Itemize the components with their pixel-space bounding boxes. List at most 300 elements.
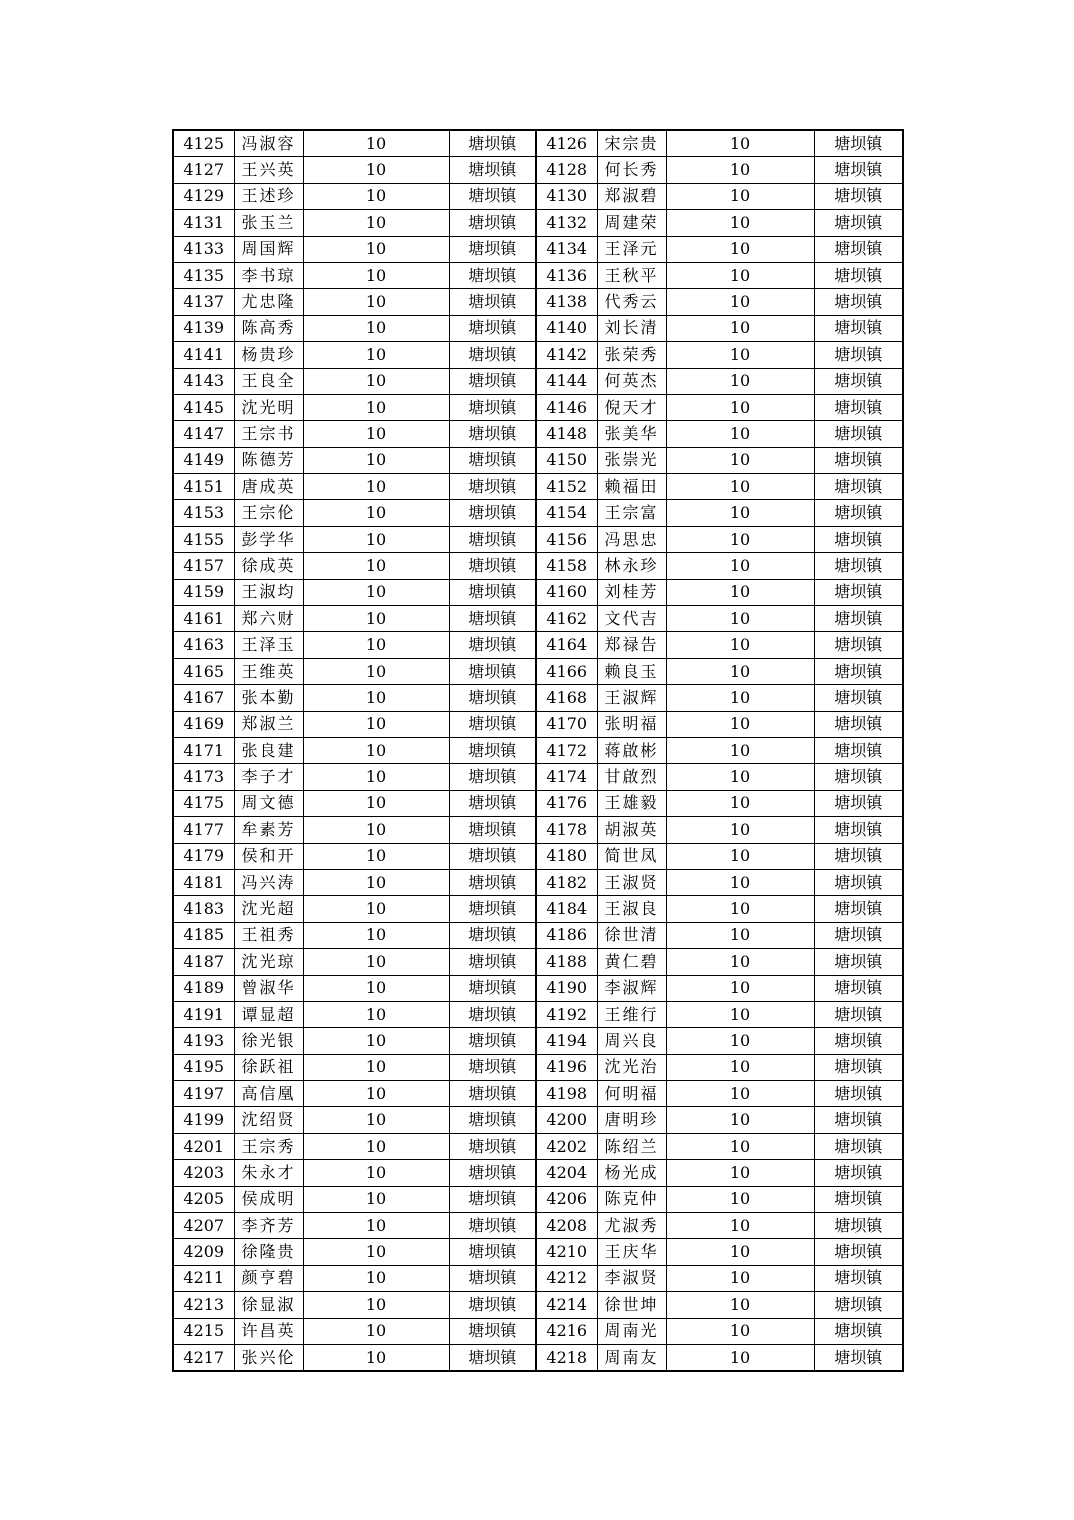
table-row (173, 579, 903, 605)
left-record-number-cell: 4133 (173, 236, 234, 262)
left-person-name-cell: 张良建 (234, 737, 303, 763)
table-row (173, 949, 903, 975)
right-amount-cell: 10 (666, 869, 814, 895)
left-record-number-cell: 4125 (173, 130, 234, 157)
right-person-name-cell: 赖良玉 (597, 658, 666, 684)
left-record-number-cell: 4183 (173, 896, 234, 922)
right-amount-cell: 10 (666, 764, 814, 790)
right-record-number-cell: 4126 (536, 130, 597, 157)
table-row (173, 236, 903, 262)
table-row (173, 210, 903, 236)
left-record-number-cell: 4155 (173, 526, 234, 552)
left-township-cell: 塘坝镇 (449, 1213, 536, 1239)
table-row (173, 368, 903, 394)
right-township-cell: 塘坝镇 (814, 869, 903, 895)
right-amount-cell: 10 (666, 421, 814, 447)
left-township-cell: 塘坝镇 (449, 737, 536, 763)
right-township-cell: 塘坝镇 (814, 1054, 903, 1080)
left-amount-cell: 10 (303, 553, 449, 579)
roster-table-body (173, 130, 903, 1371)
left-record-number-cell: 4207 (173, 1213, 234, 1239)
right-amount-cell: 10 (666, 843, 814, 869)
left-person-name-cell: 牟素芳 (234, 817, 303, 843)
right-person-name-cell: 周兴良 (597, 1028, 666, 1054)
right-amount-cell: 10 (666, 315, 814, 341)
left-person-name-cell: 王宗伦 (234, 500, 303, 526)
right-township-cell: 塘坝镇 (814, 1318, 903, 1344)
left-record-number-cell: 4165 (173, 658, 234, 684)
left-person-name-cell: 唐成英 (234, 474, 303, 500)
left-amount-cell: 10 (303, 289, 449, 315)
left-township-cell: 塘坝镇 (449, 421, 536, 447)
right-township-cell: 塘坝镇 (814, 289, 903, 315)
right-record-number-cell: 4178 (536, 817, 597, 843)
right-person-name-cell: 冯思忠 (597, 526, 666, 552)
left-township-cell: 塘坝镇 (449, 685, 536, 711)
right-township-cell: 塘坝镇 (814, 896, 903, 922)
table-row (173, 817, 903, 843)
left-record-number-cell: 4187 (173, 949, 234, 975)
left-record-number-cell: 4161 (173, 606, 234, 632)
right-amount-cell: 10 (666, 289, 814, 315)
right-township-cell: 塘坝镇 (814, 447, 903, 473)
left-person-name-cell: 侯成明 (234, 1186, 303, 1212)
right-person-name-cell: 张明福 (597, 711, 666, 737)
right-record-number-cell: 4208 (536, 1213, 597, 1239)
left-record-number-cell: 4141 (173, 342, 234, 368)
right-amount-cell: 10 (666, 394, 814, 420)
right-person-name-cell: 倪天才 (597, 394, 666, 420)
left-record-number-cell: 4213 (173, 1292, 234, 1318)
left-amount-cell: 10 (303, 975, 449, 1001)
right-person-name-cell: 郑淑碧 (597, 183, 666, 209)
left-amount-cell: 10 (303, 500, 449, 526)
left-amount-cell: 10 (303, 368, 449, 394)
right-amount-cell: 10 (666, 236, 814, 262)
right-record-number-cell: 4200 (536, 1107, 597, 1133)
right-township-cell: 塘坝镇 (814, 1107, 903, 1133)
left-amount-cell: 10 (303, 183, 449, 209)
table-row (173, 421, 903, 447)
left-person-name-cell: 周文德 (234, 790, 303, 816)
right-record-number-cell: 4194 (536, 1028, 597, 1054)
left-record-number-cell: 4153 (173, 500, 234, 526)
table-row (173, 1028, 903, 1054)
left-amount-cell: 10 (303, 711, 449, 737)
right-record-number-cell: 4172 (536, 737, 597, 763)
left-person-name-cell: 冯兴涛 (234, 869, 303, 895)
left-township-cell: 塘坝镇 (449, 236, 536, 262)
right-township-cell: 塘坝镇 (814, 1344, 903, 1371)
right-township-cell: 塘坝镇 (814, 236, 903, 262)
left-record-number-cell: 4203 (173, 1160, 234, 1186)
right-record-number-cell: 4160 (536, 579, 597, 605)
right-township-cell: 塘坝镇 (814, 553, 903, 579)
left-amount-cell: 10 (303, 1001, 449, 1027)
left-record-number-cell: 4193 (173, 1028, 234, 1054)
right-person-name-cell: 李淑辉 (597, 975, 666, 1001)
left-amount-cell: 10 (303, 1186, 449, 1212)
right-record-number-cell: 4150 (536, 447, 597, 473)
right-person-name-cell: 陈绍兰 (597, 1133, 666, 1159)
left-record-number-cell: 4191 (173, 1001, 234, 1027)
right-township-cell: 塘坝镇 (814, 368, 903, 394)
left-amount-cell: 10 (303, 1344, 449, 1371)
right-township-cell: 塘坝镇 (814, 579, 903, 605)
right-person-name-cell: 王宗富 (597, 500, 666, 526)
left-amount-cell: 10 (303, 817, 449, 843)
right-person-name-cell: 王庆华 (597, 1239, 666, 1265)
right-record-number-cell: 4218 (536, 1344, 597, 1371)
left-person-name-cell: 王泽玉 (234, 632, 303, 658)
right-person-name-cell: 甘啟烈 (597, 764, 666, 790)
right-record-number-cell: 4130 (536, 183, 597, 209)
left-person-name-cell: 高信凰 (234, 1081, 303, 1107)
left-person-name-cell: 杨贵珍 (234, 342, 303, 368)
table-row (173, 289, 903, 315)
left-record-number-cell: 4159 (173, 579, 234, 605)
right-township-cell: 塘坝镇 (814, 737, 903, 763)
left-person-name-cell: 郑六财 (234, 606, 303, 632)
right-township-cell: 塘坝镇 (814, 949, 903, 975)
right-amount-cell: 10 (666, 368, 814, 394)
left-township-cell: 塘坝镇 (449, 447, 536, 473)
table-row (173, 843, 903, 869)
left-amount-cell: 10 (303, 262, 449, 288)
table-row (173, 526, 903, 552)
right-township-cell: 塘坝镇 (814, 210, 903, 236)
left-amount-cell: 10 (303, 1081, 449, 1107)
left-record-number-cell: 4137 (173, 289, 234, 315)
table-row (173, 1107, 903, 1133)
left-township-cell: 塘坝镇 (449, 1107, 536, 1133)
table-row (173, 1239, 903, 1265)
right-amount-cell: 10 (666, 737, 814, 763)
right-township-cell: 塘坝镇 (814, 526, 903, 552)
left-record-number-cell: 4149 (173, 447, 234, 473)
right-record-number-cell: 4136 (536, 262, 597, 288)
right-person-name-cell: 代秀云 (597, 289, 666, 315)
right-township-cell: 塘坝镇 (814, 1133, 903, 1159)
right-amount-cell: 10 (666, 1081, 814, 1107)
right-township-cell: 塘坝镇 (814, 922, 903, 948)
right-amount-cell: 10 (666, 949, 814, 975)
left-amount-cell: 10 (303, 1239, 449, 1265)
left-record-number-cell: 4185 (173, 922, 234, 948)
right-person-name-cell: 王维行 (597, 1001, 666, 1027)
table-row (173, 394, 903, 420)
left-township-cell: 塘坝镇 (449, 1028, 536, 1054)
right-amount-cell: 10 (666, 157, 814, 183)
left-township-cell: 塘坝镇 (449, 790, 536, 816)
left-record-number-cell: 4145 (173, 394, 234, 420)
right-township-cell: 塘坝镇 (814, 1160, 903, 1186)
left-township-cell: 塘坝镇 (449, 1160, 536, 1186)
left-record-number-cell: 4135 (173, 262, 234, 288)
left-record-number-cell: 4143 (173, 368, 234, 394)
table-row (173, 1213, 903, 1239)
right-amount-cell: 10 (666, 1213, 814, 1239)
left-township-cell: 塘坝镇 (449, 183, 536, 209)
right-record-number-cell: 4134 (536, 236, 597, 262)
right-person-name-cell: 宋宗贵 (597, 130, 666, 157)
right-record-number-cell: 4180 (536, 843, 597, 869)
left-record-number-cell: 4147 (173, 421, 234, 447)
right-record-number-cell: 4158 (536, 553, 597, 579)
right-person-name-cell: 王淑良 (597, 896, 666, 922)
table-row (173, 447, 903, 473)
left-amount-cell: 10 (303, 869, 449, 895)
table-row (173, 764, 903, 790)
left-township-cell: 塘坝镇 (449, 1265, 536, 1291)
right-person-name-cell: 沈光治 (597, 1054, 666, 1080)
table-row (173, 1133, 903, 1159)
left-person-name-cell: 李子才 (234, 764, 303, 790)
left-township-cell: 塘坝镇 (449, 157, 536, 183)
left-person-name-cell: 张本勤 (234, 685, 303, 711)
right-township-cell: 塘坝镇 (814, 632, 903, 658)
left-amount-cell: 10 (303, 1107, 449, 1133)
left-record-number-cell: 4151 (173, 474, 234, 500)
table-row (173, 1186, 903, 1212)
right-township-cell: 塘坝镇 (814, 500, 903, 526)
left-person-name-cell: 陈高秀 (234, 315, 303, 341)
right-person-name-cell: 王秋平 (597, 262, 666, 288)
left-record-number-cell: 4215 (173, 1318, 234, 1344)
right-record-number-cell: 4196 (536, 1054, 597, 1080)
right-township-cell: 塘坝镇 (814, 843, 903, 869)
right-person-name-cell: 王淑贤 (597, 869, 666, 895)
right-amount-cell: 10 (666, 1186, 814, 1212)
table-row (173, 130, 903, 157)
left-record-number-cell: 4173 (173, 764, 234, 790)
left-record-number-cell: 4129 (173, 183, 234, 209)
left-township-cell: 塘坝镇 (449, 579, 536, 605)
right-record-number-cell: 4198 (536, 1081, 597, 1107)
table-row (173, 869, 903, 895)
left-amount-cell: 10 (303, 447, 449, 473)
left-township-cell: 塘坝镇 (449, 975, 536, 1001)
table-row (173, 1265, 903, 1291)
left-township-cell: 塘坝镇 (449, 474, 536, 500)
table-row (173, 685, 903, 711)
right-amount-cell: 10 (666, 500, 814, 526)
table-row (173, 157, 903, 183)
left-township-cell: 塘坝镇 (449, 210, 536, 236)
left-township-cell: 塘坝镇 (449, 817, 536, 843)
table-row (173, 1160, 903, 1186)
left-record-number-cell: 4171 (173, 737, 234, 763)
left-amount-cell: 10 (303, 315, 449, 341)
right-township-cell: 塘坝镇 (814, 790, 903, 816)
right-township-cell: 塘坝镇 (814, 606, 903, 632)
right-amount-cell: 10 (666, 526, 814, 552)
right-person-name-cell: 张荣秀 (597, 342, 666, 368)
right-person-name-cell: 李淑贤 (597, 1265, 666, 1291)
right-person-name-cell: 唐明珍 (597, 1107, 666, 1133)
right-township-cell: 塘坝镇 (814, 817, 903, 843)
table-row (173, 606, 903, 632)
left-township-cell: 塘坝镇 (449, 949, 536, 975)
table-row (173, 790, 903, 816)
left-amount-cell: 10 (303, 130, 449, 157)
table-row (173, 922, 903, 948)
right-amount-cell: 10 (666, 130, 814, 157)
left-person-name-cell: 朱永才 (234, 1160, 303, 1186)
right-person-name-cell: 刘长清 (597, 315, 666, 341)
left-person-name-cell: 徐成英 (234, 553, 303, 579)
left-amount-cell: 10 (303, 210, 449, 236)
right-record-number-cell: 4164 (536, 632, 597, 658)
right-township-cell: 塘坝镇 (814, 1001, 903, 1027)
right-person-name-cell: 何长秀 (597, 157, 666, 183)
right-amount-cell: 10 (666, 1133, 814, 1159)
right-amount-cell: 10 (666, 183, 814, 209)
left-record-number-cell: 4199 (173, 1107, 234, 1133)
left-township-cell: 塘坝镇 (449, 500, 536, 526)
left-record-number-cell: 4179 (173, 843, 234, 869)
left-person-name-cell: 张兴伦 (234, 1344, 303, 1371)
left-amount-cell: 10 (303, 526, 449, 552)
left-person-name-cell: 沈光超 (234, 896, 303, 922)
right-amount-cell: 10 (666, 474, 814, 500)
left-township-cell: 塘坝镇 (449, 526, 536, 552)
left-record-number-cell: 4209 (173, 1239, 234, 1265)
left-township-cell: 塘坝镇 (449, 1239, 536, 1265)
right-amount-cell: 10 (666, 210, 814, 236)
left-person-name-cell: 曾淑华 (234, 975, 303, 1001)
right-township-cell: 塘坝镇 (814, 315, 903, 341)
left-record-number-cell: 4181 (173, 869, 234, 895)
right-township-cell: 塘坝镇 (814, 421, 903, 447)
right-person-name-cell: 尤淑秀 (597, 1213, 666, 1239)
left-amount-cell: 10 (303, 342, 449, 368)
left-township-cell: 塘坝镇 (449, 1318, 536, 1344)
right-record-number-cell: 4154 (536, 500, 597, 526)
left-person-name-cell: 沈光明 (234, 394, 303, 420)
right-township-cell: 塘坝镇 (814, 342, 903, 368)
right-amount-cell: 10 (666, 447, 814, 473)
right-record-number-cell: 4188 (536, 949, 597, 975)
right-township-cell: 塘坝镇 (814, 474, 903, 500)
left-amount-cell: 10 (303, 236, 449, 262)
left-amount-cell: 10 (303, 658, 449, 684)
left-record-number-cell: 4127 (173, 157, 234, 183)
left-township-cell: 塘坝镇 (449, 289, 536, 315)
right-person-name-cell: 文代吉 (597, 606, 666, 632)
right-amount-cell: 10 (666, 606, 814, 632)
right-record-number-cell: 4202 (536, 1133, 597, 1159)
table-row (173, 262, 903, 288)
right-amount-cell: 10 (666, 896, 814, 922)
left-person-name-cell: 许昌英 (234, 1318, 303, 1344)
right-person-name-cell: 陈克仲 (597, 1186, 666, 1212)
left-record-number-cell: 4205 (173, 1186, 234, 1212)
table-row (173, 474, 903, 500)
right-amount-cell: 10 (666, 553, 814, 579)
left-amount-cell: 10 (303, 1213, 449, 1239)
table-row (173, 1054, 903, 1080)
left-township-cell: 塘坝镇 (449, 1001, 536, 1027)
left-amount-cell: 10 (303, 474, 449, 500)
left-person-name-cell: 王良全 (234, 368, 303, 394)
right-amount-cell: 10 (666, 1239, 814, 1265)
right-person-name-cell: 何明福 (597, 1081, 666, 1107)
left-person-name-cell: 周国辉 (234, 236, 303, 262)
table-row (173, 1344, 903, 1371)
right-record-number-cell: 4206 (536, 1186, 597, 1212)
left-person-name-cell: 沈光琼 (234, 949, 303, 975)
right-amount-cell: 10 (666, 1344, 814, 1371)
left-person-name-cell: 尤忠隆 (234, 289, 303, 315)
right-record-number-cell: 4128 (536, 157, 597, 183)
right-person-name-cell: 周建荣 (597, 210, 666, 236)
table-row (173, 896, 903, 922)
right-record-number-cell: 4186 (536, 922, 597, 948)
left-person-name-cell: 王述珍 (234, 183, 303, 209)
left-township-cell: 塘坝镇 (449, 1186, 536, 1212)
left-amount-cell: 10 (303, 1133, 449, 1159)
left-person-name-cell: 彭学华 (234, 526, 303, 552)
left-amount-cell: 10 (303, 157, 449, 183)
right-township-cell: 塘坝镇 (814, 658, 903, 684)
right-record-number-cell: 4162 (536, 606, 597, 632)
right-township-cell: 塘坝镇 (814, 157, 903, 183)
left-person-name-cell: 徐跃祖 (234, 1054, 303, 1080)
right-person-name-cell: 周南光 (597, 1318, 666, 1344)
left-township-cell: 塘坝镇 (449, 896, 536, 922)
left-record-number-cell: 4197 (173, 1081, 234, 1107)
left-township-cell: 塘坝镇 (449, 869, 536, 895)
right-person-name-cell: 王泽元 (597, 236, 666, 262)
left-township-cell: 塘坝镇 (449, 394, 536, 420)
right-record-number-cell: 4146 (536, 394, 597, 420)
right-amount-cell: 10 (666, 579, 814, 605)
left-amount-cell: 10 (303, 764, 449, 790)
left-person-name-cell: 王维英 (234, 658, 303, 684)
right-township-cell: 塘坝镇 (814, 1213, 903, 1239)
right-amount-cell: 10 (666, 817, 814, 843)
left-township-cell: 塘坝镇 (449, 368, 536, 394)
right-amount-cell: 10 (666, 1265, 814, 1291)
left-amount-cell: 10 (303, 421, 449, 447)
right-person-name-cell: 蒋啟彬 (597, 737, 666, 763)
right-township-cell: 塘坝镇 (814, 1265, 903, 1291)
right-township-cell: 塘坝镇 (814, 262, 903, 288)
left-amount-cell: 10 (303, 843, 449, 869)
right-amount-cell: 10 (666, 1028, 814, 1054)
left-record-number-cell: 4169 (173, 711, 234, 737)
left-record-number-cell: 4189 (173, 975, 234, 1001)
left-record-number-cell: 4195 (173, 1054, 234, 1080)
left-person-name-cell: 徐隆贵 (234, 1239, 303, 1265)
right-record-number-cell: 4204 (536, 1160, 597, 1186)
left-township-cell: 塘坝镇 (449, 1133, 536, 1159)
left-amount-cell: 10 (303, 394, 449, 420)
left-township-cell: 塘坝镇 (449, 658, 536, 684)
right-amount-cell: 10 (666, 1318, 814, 1344)
right-person-name-cell: 徐世清 (597, 922, 666, 948)
table-row (173, 342, 903, 368)
left-person-name-cell: 王兴英 (234, 157, 303, 183)
right-amount-cell: 10 (666, 1001, 814, 1027)
right-record-number-cell: 4156 (536, 526, 597, 552)
right-township-cell: 塘坝镇 (814, 685, 903, 711)
right-record-number-cell: 4174 (536, 764, 597, 790)
right-record-number-cell: 4182 (536, 869, 597, 895)
left-person-name-cell: 王祖秀 (234, 922, 303, 948)
right-person-name-cell: 郑禄告 (597, 632, 666, 658)
